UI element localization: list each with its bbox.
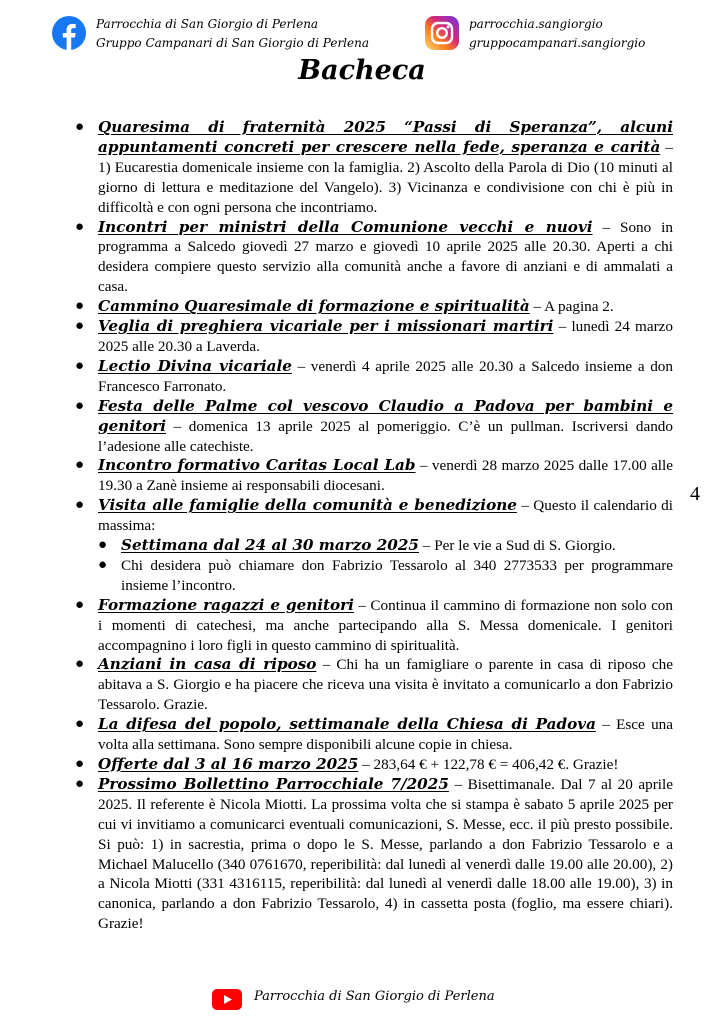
instagram-parish-handle: parrocchia.sangiorgio — [469, 17, 603, 31]
list-item — [75, 496, 673, 596]
item-heading: Visita alle famiglie della comunità e benedizione — [98, 496, 517, 515]
page-number: 4 — [690, 483, 700, 505]
sub-list-item — [98, 536, 673, 556]
item-text: – Chi ha un famigliare o parente in casa di riposo che abitava a S. Giorgio e ha piacere che riceva una visita è invitato a comunicarlo a don Fabrizio Tessarolo. Grazie. — [98, 656, 673, 714]
parish-name: Parrocchia di San Giorgio di Perlena — [96, 17, 319, 31]
list-item — [75, 655, 673, 715]
item-text: – domenica 13 aprile 2025 al pomeriggio. C’è un pullman. Iscriversi dando l’adesione alle catechiste. — [98, 417, 673, 455]
header-left-text — [96, 15, 369, 53]
list-item — [75, 456, 673, 496]
list-item — [75, 317, 673, 357]
item-heading: Incontro formativo Caritas Local Lab — [98, 456, 416, 475]
item-text: – Bisettimanale. Dal 7 al 20 aprile 2025. Il referente è Nicola Miotti. La prossima volta che si stampa è sabato 5 aprile 2025 per cui vi invitiamo a comunicarci eventuali comunicazioni, S. Messe, ecc. il più presto possibile. Si può: 1) in sacrestia, prima o dopo le S. Messe, parlando a don Fabrizio Tessarolo e a Michael Malucello (340 0761670, reperibilità: dal lunedì al venerdì dalle 19.00 alle 20.00), 2) a Nicola Miotti (331 4316115, reperibilità: dal lunedì al venerdì dalle 18.00 alle 19.00), 3) in canonica, parlando a don Fabrizio Tessarolo, 4) in cassetta posta (foglio, ma essere chiari). Grazie! — [98, 775, 673, 933]
list-item — [75, 118, 673, 218]
item-heading: Lectio Divina vicariale — [98, 356, 292, 375]
list-item — [75, 715, 673, 755]
bullet-icon: ● — [98, 537, 108, 554]
item-text: – lunedì 24 marzo 2025 alle 20.30 a Laverda. — [98, 318, 673, 355]
list-item — [75, 357, 673, 397]
list-item — [75, 218, 673, 298]
bullet-icon: ● — [75, 756, 85, 772]
instagram-icon[interactable] — [425, 16, 459, 50]
item-heading: Offerte dal 3 al 16 marzo 2025 — [98, 755, 359, 773]
item-heading: Quaresima di fraternità 2025 “Passi di Speranza”, alcuni appuntamenti concreti per crescere nella fede, speranza e carità — [98, 118, 673, 156]
bell-ringers-group-name: Gruppo Campanari di San Giorgio di Perlena — [96, 36, 369, 50]
item-heading: Prossimo Bollettino Parrocchiale 7/2025 — [98, 774, 449, 793]
notice-list — [75, 118, 673, 934]
bullet-icon: ● — [75, 298, 85, 315]
bullet-icon: ● — [75, 656, 85, 673]
visit-sub-list — [98, 536, 673, 596]
bullet-icon: ● — [75, 775, 85, 792]
item-text: – 1) Eucarestia domenicale insieme con la famiglia. 2) Ascolto della Parola di Dio (10 minuti al giorno di lettura e meditazione del Vangelo). 3) Vicinanza e condivisione con chi è più in difficoltà e con ogni persona che incontriamo. — [98, 138, 674, 216]
item-heading: Cammino Quaresimale di formazione e spiritualità — [98, 297, 530, 316]
item-text: – Esce una volta alla settimana. Sono sempre disponibili alcune copie in chiesa. — [98, 716, 673, 754]
header-right-text — [469, 15, 645, 53]
item-heading: La difesa del popolo, settimanale della Chiesa di Padova — [98, 715, 596, 734]
bullet-icon: ● — [75, 357, 85, 374]
item-text: – 283,64 € + 122,78 € = 406,42 €. Grazie! — [358, 756, 619, 773]
item-text: – venerdì 4 aprile 2025 alle 20.30 a Salcedo insieme a don Francesco Farronato. — [98, 357, 673, 395]
bullet-icon: ● — [75, 397, 85, 414]
item-heading: Anziani in casa di riposo — [98, 655, 317, 674]
bullet-icon: ● — [75, 119, 85, 135]
facebook-icon[interactable] — [52, 16, 86, 50]
bullet-icon: ● — [75, 457, 85, 474]
list-item — [75, 397, 673, 457]
list-item — [75, 775, 673, 934]
bullet-icon: ● — [75, 716, 85, 733]
bullet-icon: ● — [98, 556, 108, 573]
page-header — [0, 0, 724, 60]
item-text: – Questo il calendario di massima: — [98, 497, 673, 535]
list-item — [75, 596, 673, 656]
footer-label: Parrocchia di San Giorgio di Perlena — [254, 989, 495, 1004]
bullet-icon: ● — [75, 596, 85, 613]
item-heading: Formazione ragazzi e genitori — [98, 595, 354, 614]
bullet-icon: ● — [75, 497, 85, 514]
item-heading: Settimana dal 24 al 30 marzo 2025 — [121, 536, 419, 555]
notice-board — [75, 118, 673, 934]
youtube-icon[interactable] — [212, 989, 242, 1010]
item-text: – Sono in programma a Salcedo giovedì 27 marzo e giovedì 10 aprile 2025 alle 20.30. Aperti a chi desidera compiere questo servizio alla comunità anche a favore di anziani e di ammalati a casa. — [98, 218, 673, 296]
page-footer — [0, 985, 724, 1013]
sub-list-item — [98, 556, 673, 596]
bullet-icon: ● — [75, 218, 85, 235]
item-text: – Continua il cammino di formazione non solo con i momenti di catechesi, ma anche partecipando alla S. Messa domenicale. I genitori accompagnino i loro figli in questo cammino di spiritualità. — [98, 596, 673, 654]
item-heading: Incontri per ministri della Comunione vecchi e nuovi — [98, 217, 593, 236]
instagram-group-handle: gruppocampanari.sangiorgio — [469, 36, 646, 50]
item-text: – venerdì 28 marzo 2025 dalle 17.00 alle 19.30 a Zanè insieme ai responsabili diocesani. — [98, 457, 673, 495]
page-title: Bacheca — [298, 55, 426, 86]
list-item — [75, 297, 673, 317]
item-text: Chi desidera può chiamare don Fabrizio Tessarolo al 340 2773533 per programmare insieme l’incontro. — [121, 556, 673, 594]
item-heading: Veglia di preghiera vicariale per i missionari martiri — [98, 317, 554, 336]
list-item — [75, 755, 673, 775]
bullet-icon: ● — [75, 318, 85, 335]
item-text: – Per le vie a Sud di S. Giorgio. — [419, 537, 616, 555]
item-text: – A pagina 2. — [529, 298, 614, 316]
item-heading: Festa delle Palme col vescovo Claudio a Padova per bambini e genitori — [98, 396, 673, 435]
